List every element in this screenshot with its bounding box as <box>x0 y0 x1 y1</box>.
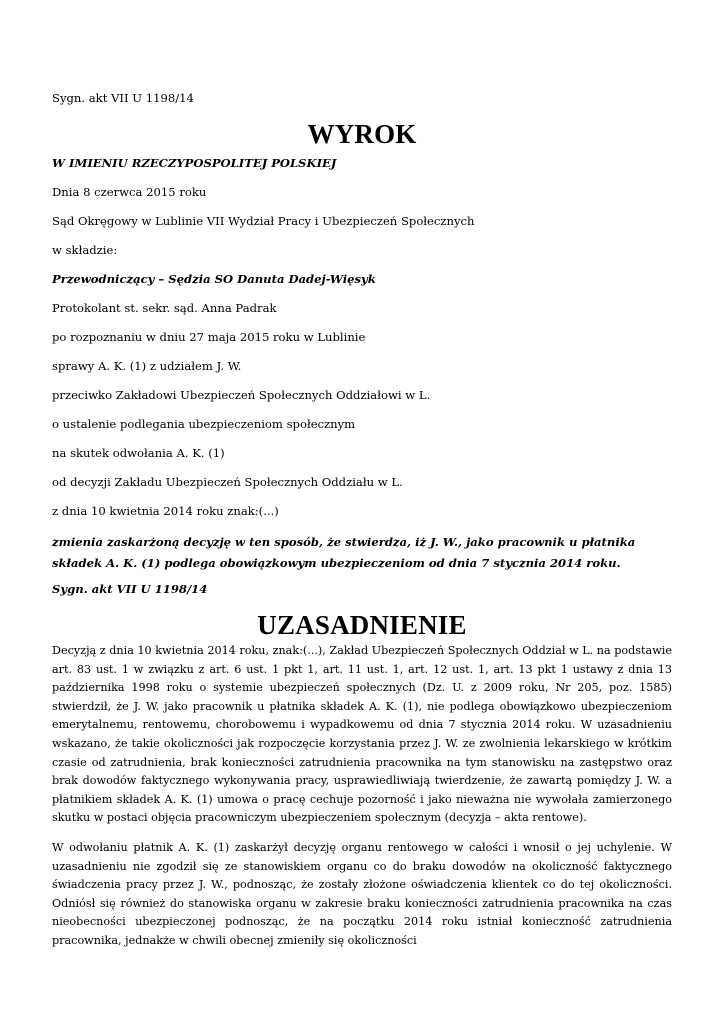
hearing-info: po rozpoznaniu w dniu 27 maja 2015 roku w Lublinie <box>52 330 366 344</box>
case-subject: o ustalenie podlegania ubezpieczeniom społecznym <box>52 417 356 431</box>
justification-title: UZASADNIENIE <box>257 610 467 640</box>
composition-label: w składzie: <box>52 243 118 257</box>
in-the-name-heading: W IMIENIU RZECZYPOSPOLITEJ POLSKIEJ <box>52 156 337 170</box>
document-title: WYROK <box>307 119 417 149</box>
case-parties: sprawy A. K. (1) z udziałem J. W. <box>52 359 242 373</box>
presiding-judge: Przewodniczący – Sędzia SO Danuta Dadej-Więsyk <box>52 272 376 286</box>
verdict-date: Dnia 8 czerwca 2015 roku <box>52 185 207 199</box>
justification-paragraph-1: Decyzją z dnia 10 kwietnia 2014 roku, znak:(...), Zakład Ubezpieczeń Społecznych Oddział w L. na podstawie art. 83 ust. 1 w związku z art. 6 ust. 1 pkt 1, art. 11 ust. 1, art. 12 ust. 1, art. 13 pkt 1 ustawy z dnia 13 października 1998 roku o systemie ubezpieczeń społecznych (Dz. U. z 2009 roku, Nr 205, poz. 1585) stwierdził, że J. W. jako pracownik u płatnika składek A. K. (1), nie podlega obowiązkowo ubezpieczeniom emerytalnemu, rentowemu, chorobowemu i wypadkowemu od dnia 7 stycznia 2014 roku. W uzasadnieniu wskazano, że takie okoliczności jak rozpoczęcie korzystania przez J. W. ze zwolnienia lekarskiego w krótkim czasie od zatrudnienia, brak konieczności zatrudnienia pracownika na tym stanowisku na zastępstwo oraz brak dowodów faktycznego wykonywania pracy, usprawiedliwiają twierdzenie, że zawartą pomiędzy J. W. a płatnikiem składek A. K. (1) umowa o pracę cechuje pozorność i jako nieważna nie wywołała zamierzonego skutku w postaci objęcia pracowniczym ubezpieczeniem społecznym (decyzja – akta rentowe). <box>52 644 672 825</box>
court-clerk: Protokolant st. sekr. sąd. Anna Padrak <box>52 301 277 315</box>
decision-origin: od decyzji Zakładu Ubezpieczeń Społecznych Oddziału w L. <box>52 475 403 489</box>
judgment-text: zmienia zaskarżoną decyzję w ten sposób, że stwierdza, iż J. W., jako pracownik u płatnika składek A. K. (1) podlega obowiązkowym ubezpieczeniom od dnia 7 stycznia 2014 roku. <box>52 535 636 570</box>
court-name: Sąd Okręgowy w Lublinie VII Wydział Pracy i Ubezpieczeń Społecznych <box>52 214 475 228</box>
case-number: Sygn. akt VII U 1198/14 <box>52 91 194 105</box>
justification-paragraph-2: W odwołaniu płatnik A. K. (1) zaskarżył decyzję organu rentowego w całości i wnosił o jej uchylenie. W uzasadnieniu nie zgodził się ze stanowiskiem organu co do braku dowodów na okoliczność faktycznego świadczenia pracy przez J. W., podnosząc, że zostały złożone oświadczenia klientek co do tej okoliczności. Odniósł się również do stanowiska organu w zakresie braku konieczności zatrudnienia pracownika na czas nieobecności ubezpieczonej podnosząc, że na początku 2014 roku istniał konieczność zatrudnienia pracownika, jednakże w chwili obecnej zmieniły się okoliczności <box>52 840 672 947</box>
document-page <box>52 90 672 962</box>
case-against: przeciwko Zakładowi Ubezpieczeń Społecznych Oddziałowi w L. <box>52 388 431 402</box>
justification-case-number: Sygn. akt VII U 1198/14 <box>52 582 208 596</box>
decision-date: z dnia 10 kwietnia 2014 roku znak:(...) <box>52 504 279 518</box>
appeal-info: na skutek odwołania A. K. (1) <box>52 446 225 460</box>
